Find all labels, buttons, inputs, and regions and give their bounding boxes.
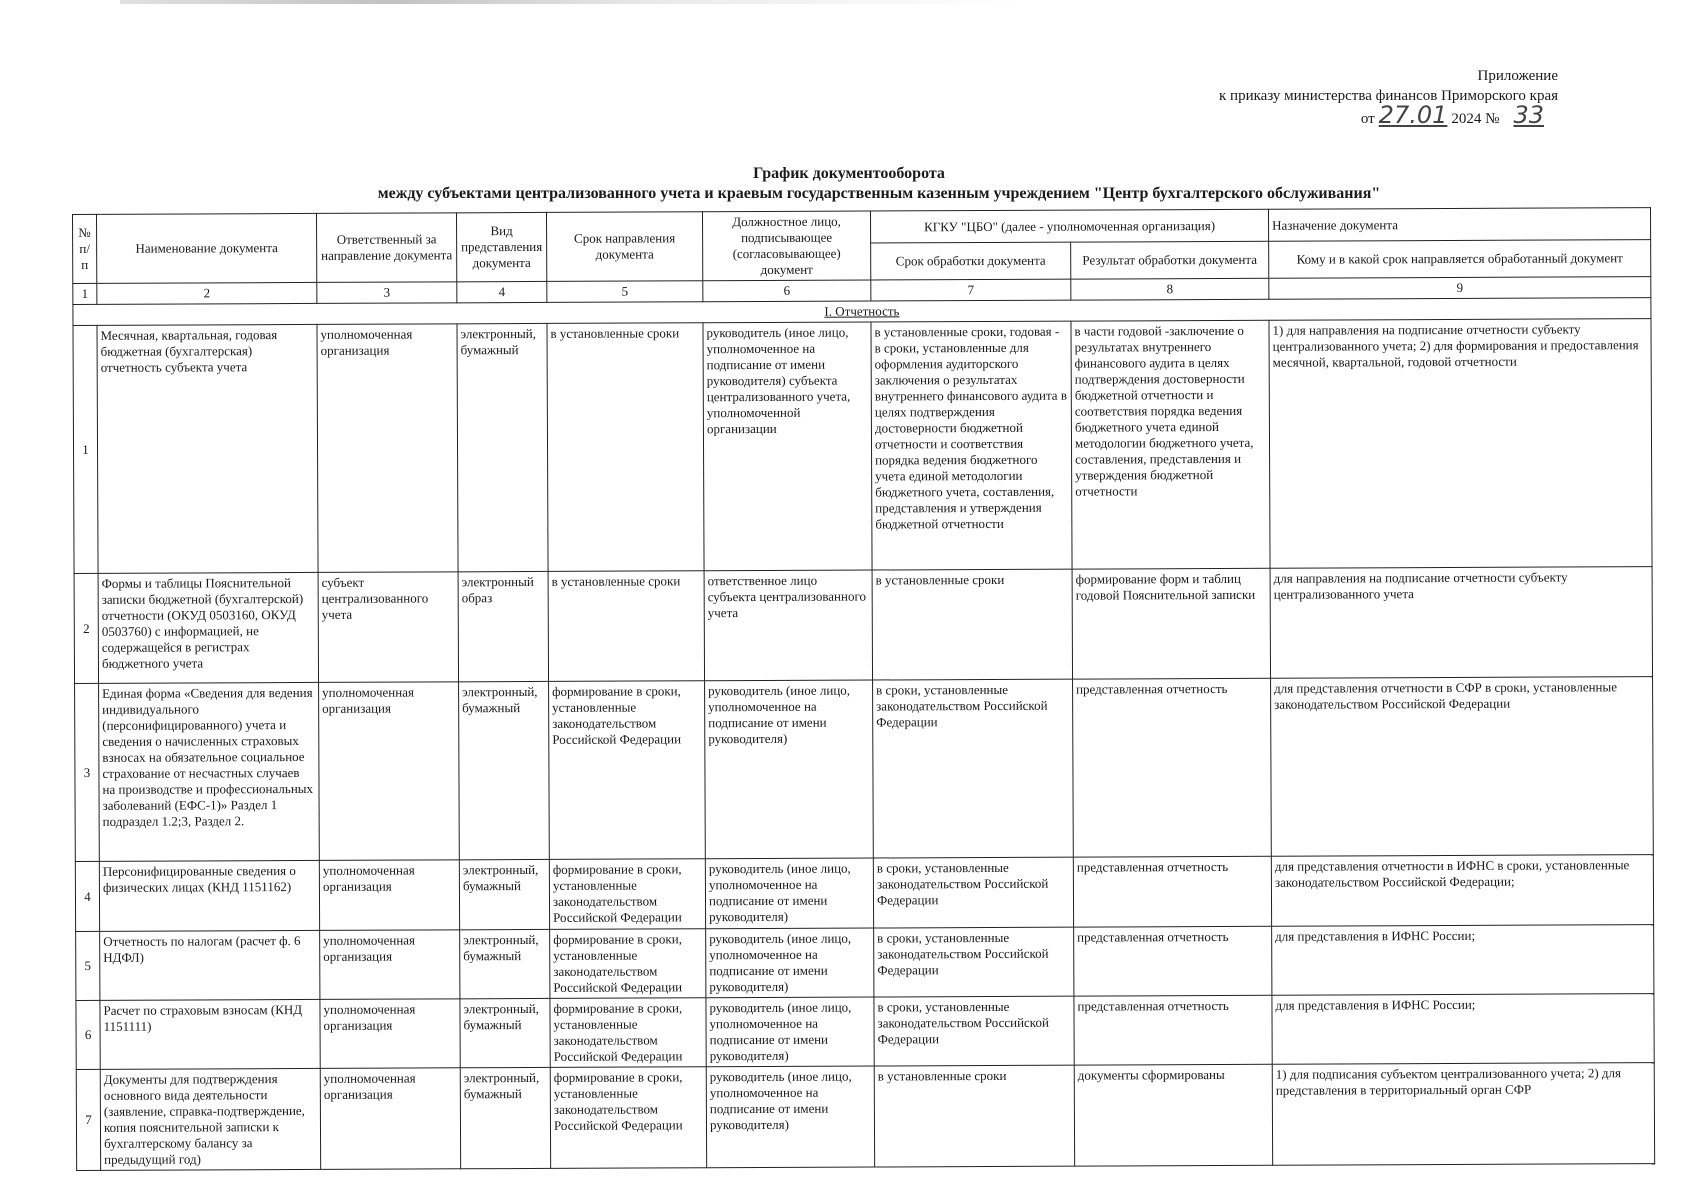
- cell-responsible: уполномоченная организация: [319, 682, 460, 861]
- cell-official: руководитель (иное лицо, уполномоченное на подписание от имени руководителя): [706, 928, 874, 998]
- table-row: [74, 567, 1652, 684]
- cell-purpose: 1) для подписания субъектом централизованного учета; 2) для представления в территориальный орган СФР: [1272, 1063, 1654, 1166]
- appendix-block: [1219, 66, 1558, 129]
- header-purpose-sub: Кому и в какой срок направляется обработанный документ: [1269, 240, 1651, 278]
- cell-responsible: уполномоченная организация: [319, 860, 459, 931]
- cell-deadline: формирование в сроки, установленные законодательством Российской Федерации: [550, 998, 706, 1068]
- cell-type: электронный, бумажный: [460, 998, 550, 1067]
- cell-purpose: для представления отчетности в СФР в сроки, установленные законодательством Российской Федерации: [1271, 677, 1654, 857]
- col-index: 5: [547, 281, 703, 303]
- header-kgku: КГКУ "ЦБО" (далее - уполномоченная организация): [870, 209, 1268, 243]
- cell-name: Месячная, квартальная, годовая бюджетная (бухгалтерская) отчетность субъекта учета: [97, 324, 318, 573]
- row-number: 3: [75, 683, 100, 861]
- cell-deadline: в установленные сроки: [547, 323, 704, 572]
- col-index: 4: [457, 281, 547, 302]
- header-num: № п/п: [73, 214, 97, 283]
- col-index: 7: [871, 279, 1071, 301]
- cell-result: представленная отчетность: [1074, 926, 1272, 996]
- header-responsible: Ответственный за направление документа: [316, 213, 456, 283]
- cell-name: Отчетность по налогам (расчет ф. 6 НДФЛ): [100, 930, 320, 1000]
- date-prefix: от: [1360, 111, 1375, 127]
- handwritten-date: 27.01: [1378, 101, 1448, 129]
- table-row: [76, 994, 1654, 1070]
- document-flow-table: [72, 207, 1655, 1171]
- cell-purpose: для представления в ИФНС России;: [1272, 925, 1654, 996]
- col-index: 6: [703, 280, 871, 302]
- cell-deadline: формирование в сроки, установленные законодательством Российской Федерации: [550, 929, 706, 999]
- col-index: 9: [1269, 277, 1651, 300]
- cell-responsible: уполномоченная организация: [320, 930, 460, 1000]
- cell-name: Расчет по страховым взносам (КНД 1151111): [100, 999, 320, 1069]
- col-index: 1: [73, 283, 97, 304]
- cell-term: в установленные сроки: [872, 569, 1072, 680]
- cell-type: электронный, бумажный: [460, 1067, 550, 1168]
- row-number: 5: [76, 931, 100, 1000]
- cell-type: электронный образ: [458, 571, 548, 681]
- cell-type: электронный, бумажный: [459, 859, 549, 929]
- cell-responsible: уполномоченная организация: [317, 324, 458, 573]
- cell-name: Единая форма «Сведения для ведения индивидуального (персонифицированного) учета и сведения о начисленных страховых взносах на обязательное социальное страхование от несчастных случаев на производстве и профессиональных заболеваний (ЕФС-1)» Раздел 1 подраздел 1.2;3, Раздел 2.: [99, 682, 320, 861]
- cell-official: руководитель (иное лицо, уполномоченное на подписание от имени руководителя): [705, 680, 874, 859]
- row-number: 2: [74, 573, 98, 683]
- cell-term: в сроки, установленные законодательством Российской Федерации: [873, 857, 1073, 928]
- cell-type: электронный, бумажный: [457, 323, 548, 571]
- row-number: 6: [76, 1000, 100, 1069]
- cell-responsible: уполномоченная организация: [320, 1068, 460, 1170]
- cell-deadline: в установленные сроки: [548, 571, 704, 682]
- cell-deadline: формирование в сроки, установленные законодательством Российской Федерации: [550, 1067, 706, 1169]
- cell-official: руководитель (иное лицо, уполномоченное на подписание от имени руководителя): [706, 997, 874, 1067]
- appendix-order-ref: к приказу министерства финансов Приморского края: [1219, 88, 1558, 104]
- table-row: [75, 855, 1653, 932]
- cell-purpose: для направления на подписание отчетности субъекту централизованного учета: [1270, 567, 1652, 679]
- header-deadline: Срок направления документа: [546, 212, 702, 282]
- cell-responsible: субъект централизованного учета: [318, 572, 458, 683]
- cell-official: руководитель (иное лицо, уполномоченное на подписание от имени руководителя): [706, 1066, 874, 1168]
- cell-deadline: формирование в сроки, установленные законодательством Российской Федерации: [549, 681, 706, 860]
- cell-name: Формы и таблицы Пояснительной записки бюджетной (бухгалтерской) отчетности (ОКУД 0503160, ОКУД 0503760) с информацией, не содержащейся в регистрах бюджетного учета: [98, 572, 318, 683]
- cell-term: в сроки, установленные законодательством Российской Федерации: [874, 927, 1074, 997]
- header-purpose: Назначение документа: [1268, 208, 1650, 242]
- cell-result: представленная отчетность: [1073, 678, 1272, 857]
- appendix-title: Приложение: [1477, 68, 1558, 84]
- table-row: [75, 677, 1654, 862]
- cell-purpose: для представления в ИФНС России;: [1272, 994, 1654, 1065]
- header-official: Должностное лицо, подписывающее (согласовывающее) документ: [702, 211, 870, 281]
- table-row: [73, 319, 1652, 574]
- col-index: 8: [1071, 278, 1269, 300]
- col-index: 2: [97, 282, 317, 304]
- header-type: Вид представления документа: [456, 212, 546, 281]
- cell-official: руководитель (иное лицо, уполномоченное на подписание от имени руководителя) субъекта централизованного учета, уполномоченной организации: [703, 322, 872, 571]
- table-row: [76, 1063, 1654, 1171]
- cell-name: Персонифицированные сведения о физических лицах (КНД 1151162): [99, 860, 319, 931]
- row-number: 4: [75, 861, 99, 931]
- cell-result: документы сформированы: [1074, 1064, 1272, 1166]
- cell-term: в сроки, установленные законодательством Российской Федерации: [874, 996, 1074, 1066]
- appendix-date-line: [1219, 101, 1558, 129]
- cell-name: Документы для подтверждения основного вида деятельности (заявление, справка-подтверждение, копия пояснительной записки к бухгалтерскому балансу за предыдущий год): [100, 1068, 320, 1170]
- cell-result: в части годовой -заключение о результатах внутреннего финансового аудита в целях подтверждения достоверности бюджетной отчетности и соответствия порядка ведения бюджетного учета единой методологии бюджетного учета, составления, представления и утверждения бюджетной отчетности: [1071, 320, 1270, 569]
- cell-term: в установленные сроки: [874, 1065, 1074, 1167]
- cell-purpose: 1) для направления на подписание отчетности субъекту централизованного учета; 2) для формирования и предоставления месячной, квартальной, годовой отчетности: [1269, 319, 1652, 569]
- cell-official: ответственное лицо субъекта централизованного учета: [704, 570, 872, 681]
- section-title: I. Отчетность: [73, 298, 1651, 326]
- title-line-2: между субъектами централизованного учета и краевым государственным казенным учреждением "Центр бухгалтерского обслуживания": [377, 185, 1381, 202]
- header-name: Наименование документа: [97, 213, 317, 283]
- cell-official: руководитель (иное лицо, уполномоченное на подписание от имени руководителя): [705, 858, 873, 929]
- table-row: [76, 925, 1654, 1001]
- handwritten-number: 33: [1513, 101, 1544, 129]
- cell-type: электронный, бумажный: [460, 929, 550, 998]
- cell-deadline: формирование в сроки, установленные законодательством Российской Федерации: [549, 859, 705, 930]
- cell-purpose: для представления отчетности в ИФНС в сроки, установленные законодательством Российской Федерации;: [1271, 855, 1653, 927]
- cell-result: формирование форм и таблиц годовой Пояснительной записки: [1072, 568, 1270, 679]
- title-line-1: График документооборота: [753, 165, 945, 182]
- header-processing-term: Срок обработки документа: [871, 243, 1071, 280]
- year-label: 2024 №: [1451, 111, 1500, 127]
- cell-result: представленная отчетность: [1074, 995, 1272, 1065]
- cell-responsible: уполномоченная организация: [320, 999, 460, 1069]
- cell-result: представленная отчетность: [1073, 856, 1271, 927]
- row-number: 1: [73, 325, 98, 573]
- cell-term: в сроки, установленные законодательством Российской Федерации: [873, 679, 1074, 858]
- scan-edge-artifact: [120, 0, 1020, 4]
- cell-term: в установленные сроки, годовая - в сроки, установленные для оформления аудиторского заключения о результатах внутреннего финансового аудита в целях подтверждения достоверности бюджетной отчетности и соответствия порядка ведения бюджетного учета единой методологии бюджетного учета, составления, представления и утверждения бюджетной отчетности: [871, 321, 1072, 570]
- header-result: Результат обработки документа: [1071, 242, 1269, 279]
- document-title: [0, 164, 1698, 204]
- col-index: 3: [317, 282, 457, 304]
- cell-type: электронный, бумажный: [459, 681, 550, 859]
- row-number: 7: [76, 1069, 100, 1170]
